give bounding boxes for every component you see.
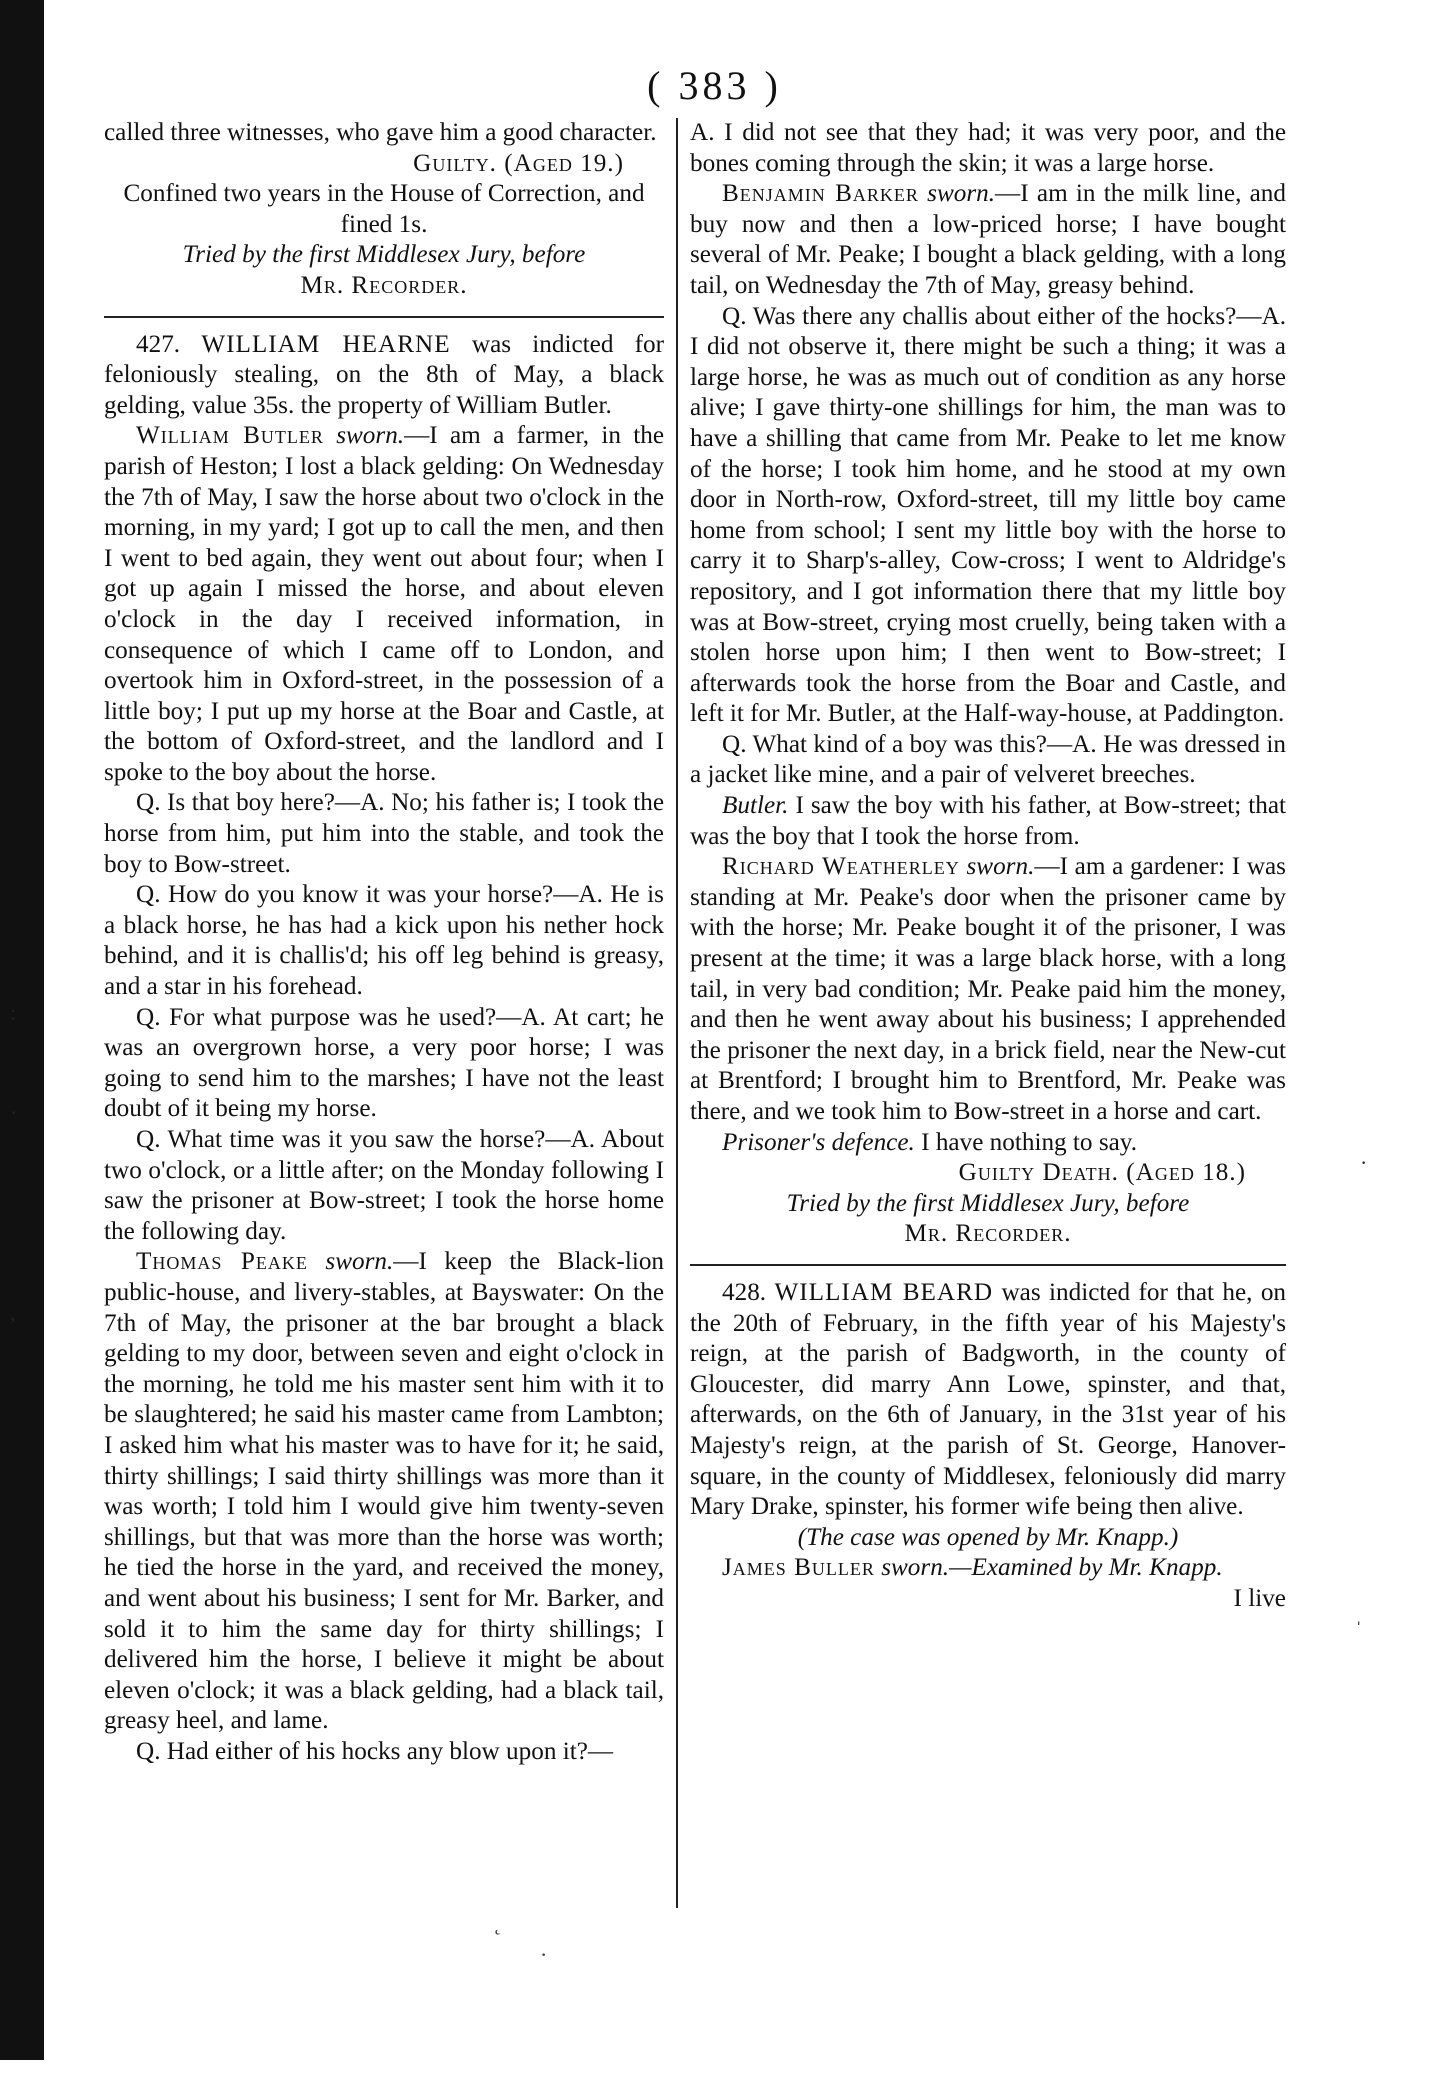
testimony-text: —I am a farmer, in the parish of Heston; I lost a black gelding: On Wednesday the 7th of May, I saw the horse about two o'clock in the morning, in my yard; I got up to call the men, and then I went to bed again, they went out about four; when I got up again I missed the horse, and about eleven o'clock in the day I received information, in consequence of which I came off to London, and overtook him in Oxford-street, in the possession of a little boy; I put up my horse at the Boar and Castle, at the bottom of Oxford-street, and the landlord and I spoke to the boy about the horse. <box>104 422 665 786</box>
column-divider <box>676 118 678 1908</box>
tried-judge: Mr. Recorder. <box>904 1220 1072 1248</box>
witness-name: William Butler <box>136 422 324 450</box>
margin-mark: · <box>1360 1150 1368 1175</box>
witness-statement <box>690 791 1286 852</box>
defence-text: I have nothing to say. <box>921 1128 1138 1156</box>
left-column <box>104 118 664 1767</box>
indictment-text: was indicted for that he, on the 20th of February, in the fifth year of his Majesty's reign, at the parish of Badgworth, in the county of Gloucester, did marry Ann Lowe, spinster, and that, afterwards, on the 6th of January, in the 31st year of his Majesty's reign, at the parish of St. George, Hanover-square, in the county of Middlesex, feloniously did marry Mary Drake, spinster, his former wife being then alive. <box>690 1278 1287 1521</box>
book-spine-shadow <box>0 0 44 2060</box>
witness-name: James Buller <box>722 1554 875 1582</box>
question-answer: Q. Is that boy here?—A. No; his father is; I took the horse from him, put him into the stable, and took the boy to Bow-street. <box>104 789 664 878</box>
case-427-heading <box>104 330 664 422</box>
previous-tried-line: Tried by the first Middlesex Jury, before <box>182 241 586 269</box>
sworn-label: sworn.—Examined by Mr. Knapp. <box>881 1554 1223 1582</box>
case-separator-rule <box>690 1264 1286 1266</box>
witness-name: Richard Weatherley <box>722 853 960 881</box>
witness-testimony <box>690 179 1286 301</box>
case-opened-note: (The case was opened by Mr. Knapp.) <box>797 1523 1179 1551</box>
previous-verdict: Guilty. (Aged 19.) <box>413 149 624 177</box>
testimony-text: —I keep the Black-lion public-house, and livery-stables, at Bayswater: On the 7th of May, the prisoner at the bar brought a black gelding to my door, between seven and eight o'clock in the morning, he told me his master sent him with it to be slaughtered; he said his master came from Lambton; I asked him what his master was to have for it; he said, thirty shillings; I said thirty shillings was more than it was worth; I told him I would give him twenty-seven shillings, but that was more than the horse was worth; he tied the horse in the yard, and received the money, and went about his business; I sent for Mr. Barker, and sold it to him the same day for thirty shillings; I delivered him the horse, I believe it might be about eleven o'clock; it was a black gelding, had a black tail, greasy heel, and lame. <box>104 1248 665 1735</box>
sworn-label: sworn. <box>966 853 1035 881</box>
defendant-name: WILLIAM BEARD <box>774 1278 994 1306</box>
right-column <box>690 118 1286 1615</box>
case-428-heading <box>690 1278 1286 1523</box>
defence-label: Prisoner's defence. <box>722 1128 915 1156</box>
page-number: ( 383 ) <box>647 63 782 108</box>
question-answer: Q. What time was it you saw the horse?—A. About two o'clock, or a little after; on the Monday following I saw the prisoner at Bow-street; I took the horse home the following day. <box>104 1126 664 1245</box>
question-answer: Q. What kind of a boy was this?—A. He was dressed in a jacket like mine, and a pair of velveret breeches. <box>690 730 1286 789</box>
testimony-text: —I am in the milk line, and buy now and then a low-priced horse; I have bought several of Mr. Peake; I bought a black gelding, with a long tail, on Wednesday the 7th of May, greasy behind. <box>690 180 1286 299</box>
catchword: I live <box>1233 1584 1286 1612</box>
case-number: 427. <box>136 330 181 358</box>
witness-testimony <box>104 421 664 788</box>
tried-line: Tried by the first Middlesex Jury, before <box>786 1189 1190 1217</box>
testimony-text: —I am a gardener: I was standing at Mr. Peake's door when the prisoner came by with the horse; Mr. Peake bought it of the prisoner, I was present at the time; it was a large black horse, with a long tail, in very bad condition; Mr. Peake paid him the money, and then he went away about his business; I apprehended the prisoner the next day, in a brick field, near the New-cut at Brentford; I brought him to Brentford, Mr. Peake was there, and we took him to Bow-street in a horse and cart. <box>690 853 1286 1125</box>
answer-continued: A. I did not see that they had; it was very poor, and the bones coming through the skin; it was a large horse. <box>690 119 1286 177</box>
prisoner-defence <box>690 1128 1286 1159</box>
sworn-label: sworn. <box>325 1248 394 1276</box>
case-number: 428. <box>722 1278 767 1306</box>
previous-case-ending: called three witnesses, who gave him a good character. <box>104 119 657 146</box>
indictment-text: was indicted for feloniously stealing, on the 8th of May, a black gelding, value 35s. the property of William Butler. <box>104 330 665 419</box>
defendant-name: WILLIAM HEARNE <box>201 330 451 358</box>
question-answer: Q. Had either of his hocks any blow upon it?— <box>136 1737 614 1765</box>
margin-mark: · <box>10 1100 18 1125</box>
case-separator-rule <box>104 316 664 318</box>
previous-sentence: Confined two years in the House of Correction, and fined 1s. <box>123 180 645 238</box>
margin-mark: : <box>10 1000 17 1025</box>
margin-mark: ˌ <box>1355 1600 1363 1625</box>
question-answer: Q. How do you know it was your horse?—A. He is a black horse, he has had a kick upon his nether hock behind, and it is challis'd; his off leg behind is greasy, and a star in his forehead. <box>104 881 664 1001</box>
sworn-label: sworn. <box>927 180 996 208</box>
witness-name: Thomas Peake <box>136 1248 308 1276</box>
question-answer: Q. For what purpose was he used?—A. At cart; he was an overgrown horse, a very poor horse; I was going to send him to the marshes; I have not the least doubt of it being my horse. <box>104 1003 664 1123</box>
witness-testimony <box>690 1553 1286 1584</box>
testimony-text: I saw the boy with his father, at Bow-street; that was the boy that I took the horse from. <box>690 792 1286 850</box>
verdict: Guilty Death. (Aged 18.) <box>958 1159 1246 1187</box>
sworn-label: sworn. <box>336 422 405 450</box>
witness-testimony <box>690 852 1286 1127</box>
margin-mark: ˛ <box>494 1910 502 1935</box>
witness-name: Benjamin Barker <box>722 180 919 208</box>
question-answer: Q. Was there any challis about either of the hocks?—A. I did not observe it, there might be such a thing; it was a large horse, he was as much out of condition as any horse alive; I gave thirty-one shillings for him, the man was to have a shilling that came from Mr. Peake to let me know of the horse; I took him home, and he stood at my own door in North-row, Oxford-street, till my little boy came home from school; I sent my little boy with the horse to carry it to Sharp's-alley, Cow-cross; I went to Aldridge's repository, and I got information there that my little boy was at Bow-street, crying most cruelly, being taken with a stolen horse upon him; I then went to Bow-street; I afterwards took the horse from the Boar and Castle, and left it for Mr. Butler, at the Half-way-house, at Paddington. <box>690 302 1286 728</box>
margin-mark: , <box>10 1300 16 1325</box>
witness-name: Butler. <box>722 792 789 820</box>
witness-testimony <box>104 1247 664 1737</box>
previous-tried-judge: Mr. Recorder. <box>300 271 468 299</box>
margin-mark: · <box>540 1942 548 1967</box>
